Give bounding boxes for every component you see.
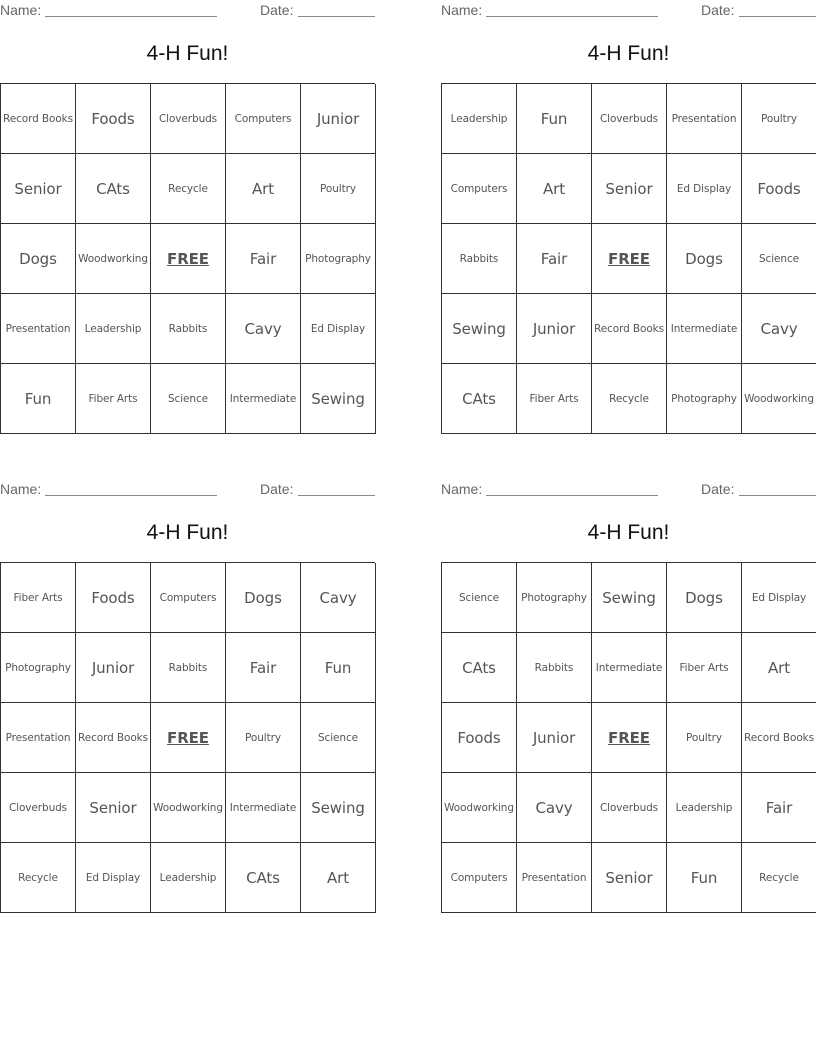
- bingo-cell: Record Books: [592, 294, 667, 364]
- name-label: Name:: [0, 481, 42, 497]
- bingo-cell: Sewing: [301, 364, 376, 434]
- bingo-cell: Recycle: [592, 364, 667, 434]
- date-field-line: [298, 495, 375, 496]
- bingo-cell: Recycle: [1, 843, 76, 913]
- card-title: 4-H Fun!: [587, 42, 670, 65]
- bingo-cell: Fair: [226, 633, 301, 703]
- bingo-cell: Poultry: [667, 703, 742, 773]
- name-label: Name:: [0, 2, 42, 18]
- bingo-cell: Sewing: [301, 773, 376, 843]
- bingo-cell: CAts: [442, 364, 517, 434]
- bingo-cell: Record Books: [742, 703, 816, 773]
- bingo-cell: Science: [442, 563, 517, 633]
- bingo-cell: Ed Display: [76, 843, 151, 913]
- bingo-cell: Senior: [592, 154, 667, 224]
- date-field-line: [739, 16, 816, 17]
- bingo-cell: Presentation: [1, 294, 76, 364]
- bingo-cell: Science: [151, 364, 226, 434]
- bingo-cell: Computers: [442, 843, 517, 913]
- bingo-cell: Foods: [442, 703, 517, 773]
- bingo-grid: [441, 83, 816, 434]
- bingo-cell: Ed Display: [667, 154, 742, 224]
- bingo-cell: Photography: [667, 364, 742, 434]
- free-space-cell: FREE: [151, 703, 226, 773]
- name-label: Name:: [441, 2, 483, 18]
- bingo-cell: Sewing: [592, 563, 667, 633]
- bingo-cell: CAts: [76, 154, 151, 224]
- bingo-card-2: [441, 0, 816, 434]
- bingo-cell: Art: [301, 843, 376, 913]
- bingo-cell: Fiber Arts: [1, 563, 76, 633]
- bingo-cell: Ed Display: [742, 563, 816, 633]
- bingo-cell: Intermediate: [667, 294, 742, 364]
- bingo-grid: [441, 562, 816, 913]
- name-field-line: [45, 16, 217, 17]
- name-field-line: [45, 495, 217, 496]
- date-label: Date:: [701, 481, 735, 497]
- bingo-cell: Cloverbuds: [592, 84, 667, 154]
- bingo-cell: Leadership: [151, 843, 226, 913]
- date-label: Date:: [260, 481, 294, 497]
- bingo-cell: Rabbits: [151, 294, 226, 364]
- bingo-cell: Art: [742, 633, 816, 703]
- bingo-cell: Photography: [1, 633, 76, 703]
- bingo-cell: Cavy: [742, 294, 816, 364]
- bingo-cell: Photography: [301, 224, 376, 294]
- bingo-cell: Woodworking: [742, 364, 816, 434]
- bingo-cell: Woodworking: [76, 224, 151, 294]
- bingo-cell: Cloverbuds: [1, 773, 76, 843]
- bingo-cell: Fiber Arts: [76, 364, 151, 434]
- bingo-cell: Fair: [517, 224, 592, 294]
- bingo-cell: Dogs: [667, 563, 742, 633]
- bingo-cell: Fiber Arts: [667, 633, 742, 703]
- free-space-cell: FREE: [592, 224, 667, 294]
- bingo-cell: Ed Display: [301, 294, 376, 364]
- bingo-cell: Junior: [517, 294, 592, 364]
- name-field-line: [486, 495, 658, 496]
- bingo-cell: Leadership: [667, 773, 742, 843]
- bingo-cell: Dogs: [226, 563, 301, 633]
- bingo-cell: Computers: [226, 84, 301, 154]
- bingo-cell: Rabbits: [151, 633, 226, 703]
- bingo-cell: Cavy: [517, 773, 592, 843]
- bingo-cell: Computers: [442, 154, 517, 224]
- bingo-cell: Intermediate: [226, 773, 301, 843]
- bingo-cell: Computers: [151, 563, 226, 633]
- date-label: Date:: [701, 2, 735, 18]
- bingo-cell: Fun: [1, 364, 76, 434]
- card-title: 4-H Fun!: [146, 42, 229, 65]
- bingo-cell: Record Books: [76, 703, 151, 773]
- bingo-cell: Rabbits: [517, 633, 592, 703]
- bingo-cell: Fun: [667, 843, 742, 913]
- date-label: Date:: [260, 2, 294, 18]
- bingo-cell: Poultry: [742, 84, 816, 154]
- bingo-card-1: [0, 0, 375, 434]
- card-header: [441, 479, 816, 501]
- bingo-cell: Foods: [76, 563, 151, 633]
- date-field-line: [739, 495, 816, 496]
- bingo-cell: Record Books: [1, 84, 76, 154]
- bingo-cell: Science: [301, 703, 376, 773]
- bingo-cell: Foods: [76, 84, 151, 154]
- bingo-cell: Dogs: [667, 224, 742, 294]
- bingo-cell: Fiber Arts: [517, 364, 592, 434]
- bingo-cell: Recycle: [742, 843, 816, 913]
- bingo-cell: Senior: [1, 154, 76, 224]
- date-field-line: [298, 16, 375, 17]
- bingo-cell: Woodworking: [151, 773, 226, 843]
- bingo-cell: Cloverbuds: [151, 84, 226, 154]
- bingo-grid: [0, 562, 375, 913]
- bingo-cell: Cavy: [301, 563, 376, 633]
- bingo-cell: Junior: [517, 703, 592, 773]
- card-header: [0, 479, 375, 501]
- bingo-cell: Art: [226, 154, 301, 224]
- bingo-cell: Photography: [517, 563, 592, 633]
- bingo-cell: Junior: [76, 633, 151, 703]
- bingo-cell: Presentation: [667, 84, 742, 154]
- bingo-cell: Recycle: [151, 154, 226, 224]
- free-space-cell: FREE: [151, 224, 226, 294]
- bingo-cell: Junior: [301, 84, 376, 154]
- bingo-cell: Leadership: [76, 294, 151, 364]
- bingo-cell: Cavy: [226, 294, 301, 364]
- bingo-cell: Poultry: [226, 703, 301, 773]
- bingo-cell: Sewing: [442, 294, 517, 364]
- bingo-cell: Fair: [742, 773, 816, 843]
- card-title: 4-H Fun!: [146, 521, 229, 544]
- bingo-cell: Intermediate: [592, 633, 667, 703]
- bingo-cell: Art: [517, 154, 592, 224]
- card-header: [441, 0, 816, 22]
- card-header: [0, 0, 375, 22]
- free-space-cell: FREE: [592, 703, 667, 773]
- bingo-cell: Fun: [301, 633, 376, 703]
- bingo-cell: Presentation: [517, 843, 592, 913]
- bingo-card-4: [441, 479, 816, 913]
- bingo-cell: Leadership: [442, 84, 517, 154]
- bingo-cell: Dogs: [1, 224, 76, 294]
- bingo-cell: Science: [742, 224, 816, 294]
- bingo-cell: CAts: [226, 843, 301, 913]
- bingo-cell: CAts: [442, 633, 517, 703]
- bingo-cell: Presentation: [1, 703, 76, 773]
- card-title: 4-H Fun!: [587, 521, 670, 544]
- bingo-grid: [0, 83, 375, 434]
- bingo-cell: Fun: [517, 84, 592, 154]
- bingo-cell: Woodworking: [442, 773, 517, 843]
- name-field-line: [486, 16, 658, 17]
- bingo-card-3: [0, 479, 375, 913]
- bingo-cell: Senior: [76, 773, 151, 843]
- bingo-cell: Fair: [226, 224, 301, 294]
- bingo-cell: Cloverbuds: [592, 773, 667, 843]
- bingo-cell: Intermediate: [226, 364, 301, 434]
- bingo-cell: Senior: [592, 843, 667, 913]
- name-label: Name:: [441, 481, 483, 497]
- bingo-cell: Poultry: [301, 154, 376, 224]
- bingo-cell: Foods: [742, 154, 816, 224]
- bingo-cell: Rabbits: [442, 224, 517, 294]
